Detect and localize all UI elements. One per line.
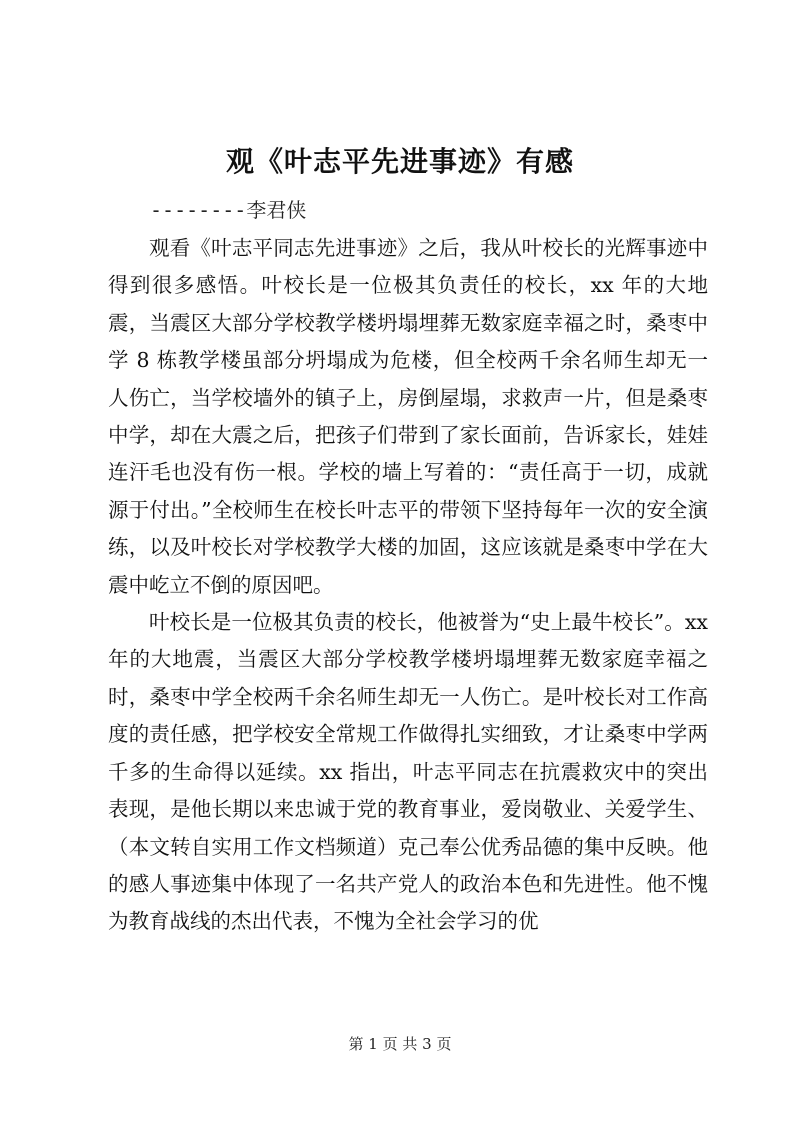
paragraph-1: 观看《叶志平同志先进事迹》之后，我从叶校长的光辉事迹中得到很多感悟。叶校长是一位极其负责任的校长，xx 年的大地震，当震区大部分学校教学楼坍塌埋葬无数家庭幸福之时，桑枣中学 8 栋教学楼虽部分坍塌成为危楼，但全校两千余名师生却无一人伤亡，当学校墙外的镇子上，房倒屋塌，求救声一片，但是桑枣中学，却在大震之后，把孩子们带到了家长面前，告诉家长，娃娃连汗毛也没有伤一根。学校的墙上写着的：“责任高于一切，成就源于付出。”全校师生在校长叶志平的带领下坚持每年一次的安全演练，以及叶校长对学校教学大楼的加固，这应该就是桑枣中学在大震中屹立不倒的原因吧。 [108, 236, 708, 597]
page-footer: 第 1 页 共 3 页 [348, 1035, 452, 1053]
author-line: --------李君侠 [150, 198, 307, 222]
document-title: 观《叶志平先进事迹》有感 [225, 145, 574, 178]
paragraph-2: 叶校长是一位极其负责的校长，他被誉为“史上最牛校长”。xx 年的大地震，当震区大部分学校教学楼坍塌埋葬无数家庭幸福之时，桑枣中学全校两千余名师生却无一人伤亡。是叶校长对工作高度的责任感，把学校安全常规工作做得扎实细致，才让桑枣中学两千多的生命得以延续。xx 指出，叶志平同志在抗震救灾中的突出表现，是他长期以来忠诚于党的教育事业，爱岗敬业、关爱学生、（本文转自实用工作文档频道）克己奉公优秀品德的集中反映。他的感人事迹集中体现了一名共产党人的政治本色和先进性。他不愧为教育战线的杰出代表，不愧为全社会学习的优 [108, 610, 708, 934]
document-body [108, 230, 708, 941]
